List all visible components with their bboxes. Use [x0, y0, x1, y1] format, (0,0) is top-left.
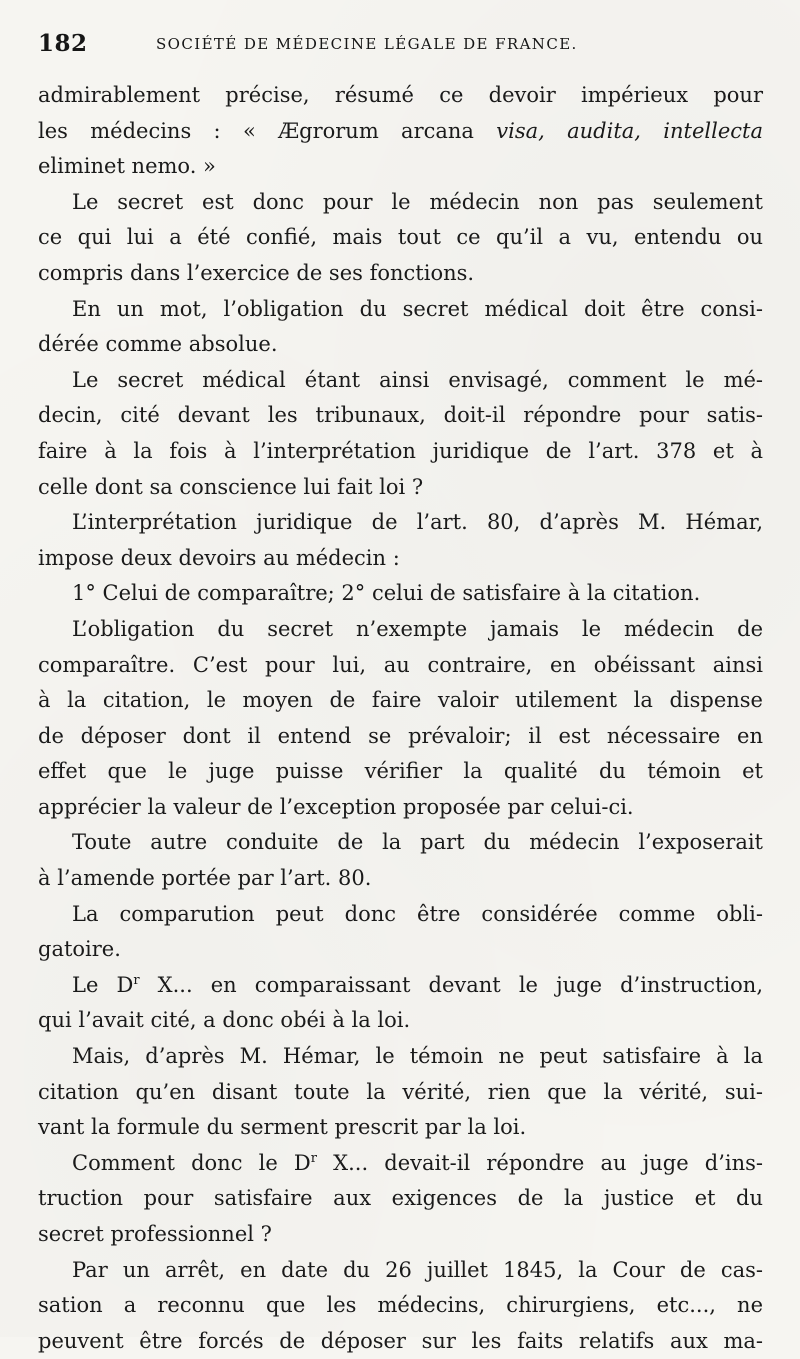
text-segment: à la citation, le moyen de faire valoir utilement la dispense: [38, 688, 763, 713]
text-segment: dérée comme absolue.: [38, 332, 278, 357]
text-segment: La comparution peut donc être considérée comme obli-: [72, 901, 763, 926]
text-segment: vant la formule du serment prescrit par la loi.: [38, 1115, 527, 1140]
text-line: [38, 292, 763, 328]
text-line: [38, 1146, 763, 1182]
text-segment: sation a reconnu que les médecins, chirurgiens, etc..., ne: [38, 1293, 763, 1318]
page-header: [38, 30, 768, 62]
text-segment: gatoire.: [38, 937, 121, 962]
text-line: [38, 327, 763, 363]
text-segment: effet que le juge puisse vérifier la qualité du témoin et: [38, 759, 763, 784]
text-line: [38, 149, 763, 185]
text-segment: admirablement précise, résumé ce devoir impérieux pour: [38, 83, 763, 107]
text-line: [38, 363, 763, 399]
text-line: [38, 648, 763, 684]
text-segment: celle dont sa conscience lui fait loi ?: [38, 474, 424, 499]
text-segment: peuvent être forcés de déposer sur les faits relatifs aux ma-: [38, 1328, 763, 1353]
text-segment: les médecins : « Ægrorum arcana: [38, 118, 497, 143]
text-segment: compris dans l’exercice de ses fonctions.: [38, 260, 475, 285]
text-segment: En un mot, l’obligation du secret médical doit être consi-: [72, 296, 763, 321]
text-line: [38, 719, 763, 755]
text-line: [38, 1288, 763, 1324]
text-segment: faire à la fois à l’interprétation juridique de l’art. 378 et à: [38, 438, 763, 463]
text-segment: Le secret médical étant ainsi envisagé, comment le mé-: [72, 367, 763, 392]
text-line: [38, 825, 763, 861]
text-segment: qui l’avait cité, a donc obéi à la loi.: [38, 1008, 411, 1033]
text-line: [38, 185, 763, 221]
superscript: r: [133, 972, 140, 988]
text-line: [38, 861, 763, 897]
text-segment: X... en comparaissant devant le juge d’instruction,: [139, 972, 763, 997]
text-line: [38, 541, 763, 577]
text-segment: Mais, d’après M. Hémar, le témoin ne peut satisfaire à la: [72, 1044, 763, 1069]
text-segment: truction pour satisfaire aux exigences de la justice et du: [38, 1186, 763, 1211]
text-line: [38, 398, 763, 434]
text-segment: secret professionnel ?: [38, 1222, 272, 1246]
text-line: [38, 1075, 763, 1111]
text-segment: apprécier la valeur de l’exception proposée par celui-ci.: [38, 794, 634, 819]
text-line: [38, 790, 763, 826]
text-line: [38, 932, 763, 968]
text-segment: X... devait-il répondre au juge d’ins-: [316, 1150, 764, 1175]
page-number: 182: [38, 30, 88, 57]
text-segment: Toute autre conduite de la part du médecin l’exposerait: [72, 830, 763, 855]
body-text: [38, 78, 763, 1359]
text-segment: ce qui lui a été confié, mais tout ce qu’il a vu, entendu ou: [38, 225, 763, 250]
superscript: r: [310, 1150, 317, 1166]
text-segment: L’obligation du secret n’exempte jamais le médecin de: [72, 616, 763, 641]
text-line: [38, 434, 763, 470]
text-line: [38, 1217, 763, 1253]
text-line: [38, 1110, 763, 1146]
text-line: [38, 683, 763, 719]
text-line: [38, 754, 763, 790]
text-segment: L’interprétation juridique de l’art. 80, d’après M. Hémar,: [72, 510, 763, 535]
text-segment: Comment donc le D: [72, 1150, 311, 1175]
text-segment: à l’amende portée par l’art. 80.: [38, 866, 372, 891]
text-line: [38, 220, 763, 256]
text-segment: impose deux devoirs au médecin :: [38, 545, 400, 570]
text-segment: eliminet nemo. »: [38, 154, 216, 179]
text-line: [38, 576, 763, 612]
text-line: [38, 1039, 763, 1075]
text-segment: citation qu’en disant toute la vérité, rien que la vérité, sui-: [38, 1079, 763, 1104]
text-line: [38, 1253, 763, 1289]
text-line: [38, 612, 763, 648]
text-segment: de déposer dont il entend se prévaloir; il est nécessaire en: [38, 723, 763, 748]
text-line: [38, 470, 763, 506]
text-line: [38, 968, 763, 1004]
text-line: [38, 114, 763, 150]
text-line: [38, 78, 763, 114]
running-head: SOCIÉTÉ DE MÉDECINE LÉGALE DE FRANCE.: [156, 35, 578, 53]
text-segment: Le D: [72, 972, 134, 997]
text-segment: Le secret est donc pour le médecin non pas seulement: [72, 189, 763, 214]
text-segment: 1° Celui de comparaître; 2° celui de satisfaire à la citation.: [72, 581, 701, 606]
text-segment: comparaître. C’est pour lui, au contraire, en obéissant ainsi: [38, 652, 763, 677]
text-line: [38, 1003, 763, 1039]
text-segment: decin, cité devant les tribunaux, doit-il répondre pour satis-: [38, 403, 763, 428]
text-line: [38, 1324, 763, 1359]
text-segment: Par un arrêt, en date du 26 juillet 1845, la Cour de cas-: [72, 1257, 763, 1282]
text-line: [38, 897, 763, 933]
text-line: [38, 256, 763, 292]
text-segment: visa, audita, intellecta: [496, 118, 763, 143]
text-line: [38, 1181, 763, 1217]
text-line: [38, 505, 763, 541]
